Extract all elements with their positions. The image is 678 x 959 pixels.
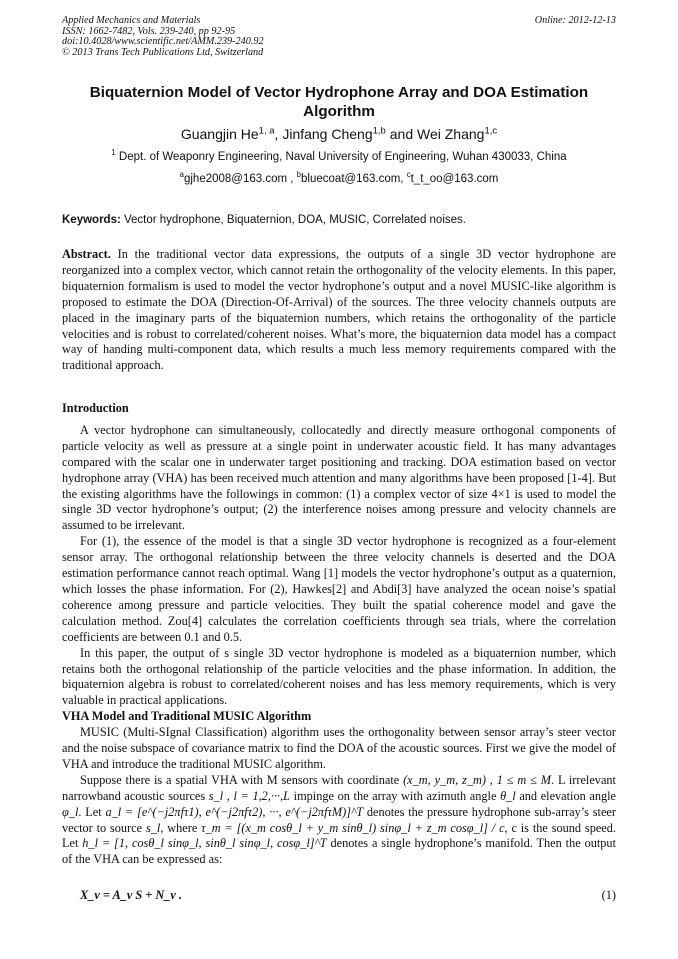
author-name: Guangjin He (180, 126, 259, 142)
paragraph: A vector hydrophone can simultaneously, collocatedly and directly measure orthogonal components of particle velocity as well as pressure at a single point in underwater acoustic field. It has many advantages compared with the scalar one in underwater target positioning and tracking. DOA estimation based on vector hydrophone array (VHA) has been received much attention and many algorithms have been proposed [1-4]. But the existing algorithms have the followings in common: (1) a complex vector of size 4×1 is used to model the single 3D vector hydrophone’s output; (2) the interference noises among pressure and velocity channels are assumed to be irrelevant. (62, 422, 616, 533)
text-run: denotes the pressure hydrophone sub-array’s steer vector to source (62, 804, 616, 835)
section-heading: Introduction (62, 401, 129, 415)
equation-1 (80, 888, 616, 903)
paragraph: For (1), the essence of the model is that a single 3D vector hydrophone is recognized as a four-element sensor array. The orthogonal relationship between the three velocity channels is deserted and the DOA estimation performance cannot reach optimal. Wang [1] models the vector hydrophone’s output as a quaternion, which losses the phase information. For (2), Hawkes[2] and Abdi[3] have analyzed the ocean noise’s spatial coherence among pressure and particle velocities. They built the spatial coherence model and gave the calculation method. Zou[4] calculates the correlation coefficients through sea trials, where the correlation coefficients are between 0.1 and 0.5. (62, 534, 616, 644)
math-inline: θ_l (500, 788, 516, 803)
journal-name: Applied Mechanics and Materials (62, 15, 201, 26)
abstract-text: In the traditional vector data expressions, the outputs of a single 3D vector hydrophone are reorganized into a complex vector, which cannot retain the orthogonality of the velocity elements. In this paper, biquaternion formalism is used to model the vector hydrophone’s output and a novel MUSIC-like algorithm is proposed to estimate the DOA (Direction-Of-Arrival) of the sources. The three velocity channels outputs are placed in the imaginary parts of the biquaternion numbers, which retains the orthogonality of the particle velocities and is robust to correlated/coherent noises. What’s more, the biquaternion data model has a compact way of handing multi-component data, which results a much less memory requirements compared with the traditional approach. (62, 247, 616, 373)
text-run: , where (160, 820, 198, 835)
affiliation (62, 148, 616, 163)
keywords (62, 214, 616, 226)
copyright: © 2013 Trans Tech Publications Ltd, Switzerland (62, 46, 264, 58)
equation-number: (1) (601, 888, 616, 902)
email-address: gjhe2008@163.com (183, 173, 288, 185)
doi: doi:10.4028/www.scientific.net/AMM.239-240.92 (62, 36, 264, 48)
keywords-label: Keywords: (62, 214, 121, 226)
text-run: . Let (78, 804, 102, 819)
paragraph (62, 773, 616, 868)
keywords-text: Vector hydrophone, Biquaternion, DOA, MUSIC, Correlated noises. (120, 214, 466, 226)
author-list (62, 126, 616, 142)
author-name: Jinfang Cheng (282, 126, 373, 142)
text-run: denotes a single hydrophone’s manifold. Then the output of the VHA can be expressed as: (62, 836, 616, 867)
abstract (62, 247, 616, 374)
text-run: impinge on the array with azimuth angle (293, 788, 497, 803)
paragraph: MUSIC (Multi-SIgnal Classification) algorithm uses the orthogonality between sensor array’s steer vector and the noise subspace of covariance matrix to find the DOA of the acoustic sources. First we give the model of VHA and introduce the traditional MUSIC algorithm. (62, 725, 616, 771)
text-run: and elevation angle (519, 788, 617, 803)
issn: ISSN: 1662-7482, Vols. 239-240, pp 92-95 (62, 25, 236, 37)
emails: $^a$gjhe2008@163.com , $^b$bluecoat@163.com, $^c$t_t_oo@163.com (179, 170, 499, 185)
math-inline: s_l (145, 820, 161, 835)
author-sup: 1, a (258, 125, 275, 137)
affiliation-text: Dept. of Weaponry Engineering, Naval University of Engineering, Wuhan 430033, China (115, 151, 567, 163)
email-sup: c (406, 170, 411, 180)
email-sup: b (296, 170, 302, 180)
paragraph: In this paper, the output of s single 3D vector hydrophone is modeled as a biquaternion number, which retains both the orthogonal relationship of the particle velocities and the phase information. In addition, the biquaternion algebra is robust to correlated/coherent noises and has less memory requirements, which is very valuable in practical applications. (62, 645, 616, 708)
math-inline: φ_l (62, 804, 79, 819)
affiliation-sup: 1 (111, 148, 116, 158)
author-name: Wei Zhang (417, 126, 485, 142)
introduction-section (62, 401, 616, 868)
math-inline: h_l = [1, cosθ_l sinφ_l, sinθ_l sinφ_l, cosφ_l]^T (82, 836, 327, 851)
math-inline: (x_m, y_m, z_m) , 1 ≤ m ≤ M (403, 772, 551, 787)
author-separator: , (274, 126, 283, 142)
email-sup: a (179, 170, 184, 180)
equation-body: X_v = A_v S + N_v . (80, 888, 183, 902)
section-heading: VHA Model and Traditional MUSIC Algorithm (62, 709, 312, 724)
author-sup: 1,b (372, 125, 386, 137)
math-inline: s_l , l = 1,2,···,L (208, 788, 291, 803)
abstract-label: Abstract. (62, 247, 111, 261)
text-run: Suppose there is a spatial VHA with M sensors with coordinate (80, 772, 400, 787)
online-date: Online: 2012-12-13 (534, 15, 616, 26)
paper-title: Biquaternion Model of Vector Hydrophone Array and DOA Estimation Algorithm (89, 84, 589, 120)
author-separator: and (385, 126, 417, 142)
math-inline: τ_m = [(x_m cosθ_l + y_m sinθ_l) sinφ_l + z_m cosφ_l] / c (201, 820, 505, 835)
math-inline: a_l = [e^(−j2πfτ1), e^(−j2πfτ2), ···, e^(−j2πfτM)]^T (105, 804, 364, 819)
running-header (62, 16, 616, 58)
email-address: t_t_oo@163.com (410, 173, 499, 185)
text-run: , c is the sound speed. Let (62, 820, 616, 851)
text-run: . L irrelevant narrowband acoustic sources (62, 772, 616, 803)
email-address: bluecoat@163.com, (301, 173, 404, 185)
author-sup: 1,c (484, 125, 498, 137)
